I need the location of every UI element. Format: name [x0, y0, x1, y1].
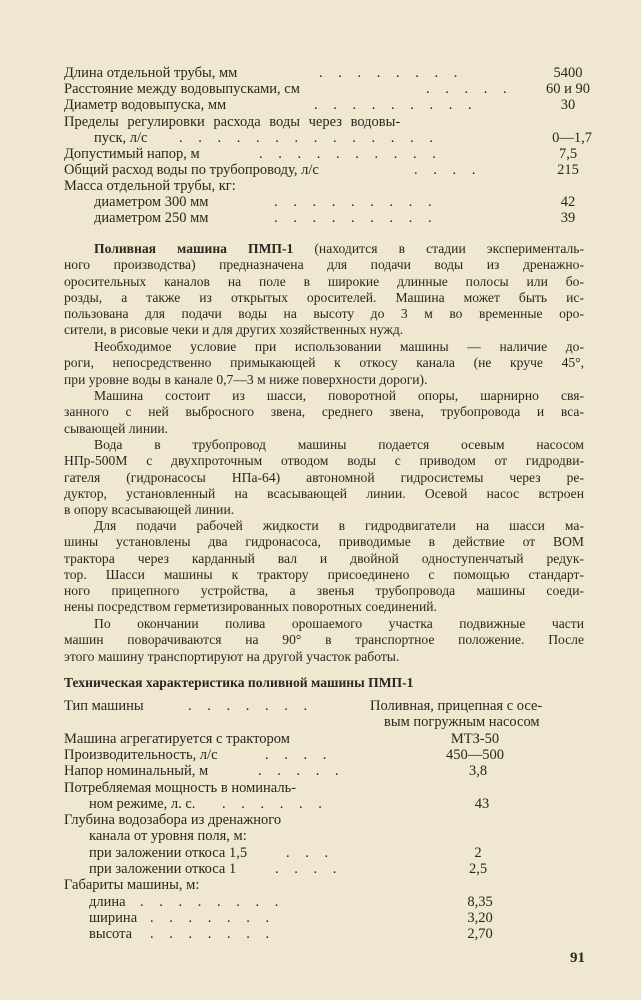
spec-label: Потребляемая мощность в номиналь- — [64, 780, 297, 796]
text-line: этого машину транспортируют на другой участок работы. — [64, 648, 400, 664]
section-title: Техническая характеристика поливной машины ПМП-1 — [64, 675, 414, 690]
spec-value: 8,35 — [467, 894, 493, 910]
spec-value: 3,20 — [467, 910, 493, 926]
spec-value: 3,8 — [468, 763, 488, 779]
text-line: сывающей линии. — [64, 420, 169, 436]
text-line: НПр-500М с двухпроточным отводом воды с приводом от гидродви- — [64, 453, 584, 469]
text-line: По окончании полива орошаемого участка подвижные части — [94, 616, 584, 631]
text-line: Для подачи рабочей жидкости в гидродвигатели на шасси ма- — [94, 518, 584, 533]
spec-label: при заложении откоса 1,5 — [89, 845, 248, 861]
spec-value: 215 — [557, 162, 579, 178]
spec-label: при заложении откоса 1 — [89, 861, 237, 877]
spec-label: диаметром 250 мм — [94, 210, 209, 226]
leader-dots: . . . . . — [426, 81, 513, 97]
spec-value: Поливная, прицепная с осе- — [370, 698, 543, 714]
text-line: Вода в трубопровод машины подается осевым насосом — [94, 437, 584, 452]
spec-value: 60 и 90 — [545, 81, 590, 97]
text-line: Машина состоит из шасси, поворотной опоры, шарнирно свя- — [94, 388, 584, 403]
spec-value: вым погружным насосом — [384, 714, 540, 730]
leader-dots: . . . . — [414, 162, 482, 178]
text-line: гателя (гидронасосы НПа-64) автономной гидросистемы через ре- — [64, 469, 584, 485]
spec-label: ширина — [89, 910, 138, 926]
spec-label: пуск, л/с — [94, 130, 148, 146]
spec-label: Пределы регулировки расхода воды через водовы- — [64, 114, 401, 130]
paragraph-intro — [64, 241, 584, 339]
spec-label: ном режиме, л. с. — [89, 796, 196, 812]
spec-value: 2 — [474, 845, 482, 861]
leader-dots: . . . . . . . . . . . . . . — [179, 130, 439, 146]
leader-dots: . . . . . . . . — [319, 65, 464, 81]
text-line: нены посредством герметизированных поворотных соединений. — [64, 599, 437, 615]
text-line: пользована для подачи воды на высоту до 3 м во временные оро- — [64, 306, 584, 322]
spec-label: Машина агрегатируется с трактором — [64, 731, 290, 747]
text-line — [64, 241, 584, 257]
spec-label: Длина отдельной трубы, мм — [64, 65, 238, 81]
machine-name: Поливная машина ПМП-1 — [94, 241, 294, 256]
spec-value: МТЗ-50 — [450, 731, 500, 747]
leader-dots: . . . . . . . — [188, 698, 314, 714]
spec-value: 450—500 — [446, 747, 504, 763]
spec-label: Допустимый напор, м — [64, 146, 200, 162]
spec-label: Диаметр водовыпуска, мм — [64, 97, 227, 113]
text-line: ного прицепного устройства, а звенья трубопровода машины соеди- — [64, 583, 584, 599]
paragraph-structure — [64, 388, 584, 437]
spec-label: Габариты машины, м: — [64, 877, 200, 893]
spec-label: Напор номинальный, м — [64, 763, 209, 779]
spec-value: 30 — [560, 97, 576, 113]
spec-label: канала от уровня поля, м: — [89, 828, 247, 844]
spec-label: высота — [89, 926, 133, 942]
leader-dots: . . . . . . . . . . — [259, 146, 442, 162]
text-line: при уровне воды в канале 0,7—3 м ниже поверхности дороги). — [64, 371, 428, 387]
leader-dots: . . . . . . . . — [140, 894, 285, 910]
leader-dots: . . . . . . . . . — [274, 194, 438, 210]
spec-label: Масса отдельной трубы, кг: — [64, 178, 236, 194]
leader-dots: . . . — [286, 845, 335, 861]
leader-dots: . . . . . . . — [150, 910, 276, 926]
spec-row — [64, 96, 584, 114]
spec-label: Производительность, л/с — [64, 747, 218, 763]
leader-dots: . . . . . . — [222, 796, 328, 812]
text-line: шины установлены два гидронасоса, приводимые в действие от ВОМ — [64, 534, 584, 550]
spec-row — [64, 209, 584, 227]
paragraph-road-condition — [64, 339, 584, 388]
paragraph-transport — [64, 616, 584, 665]
text-line: розды, а также из открытых оросителей. Машина может быть ис- — [64, 289, 584, 305]
text-line: оросительных каналов на поле в широкие длинные полосы или бо- — [64, 273, 584, 289]
spec-label: Тип машины — [64, 698, 144, 714]
spec-value: 43 — [474, 796, 490, 812]
text-line: ного производства) предназначена для подачи воды из дренажно- — [64, 257, 584, 273]
paragraph-pump — [64, 437, 584, 518]
spec-value: 42 — [560, 194, 576, 210]
text-line: машин поворачиваются на 90° в транспортное положение. После — [64, 632, 584, 648]
spec-value: 5400 — [553, 65, 583, 81]
page-number: 91 — [570, 950, 585, 966]
text-line: дуктор, установленный на всасывающей линии. Осевой насос встроен — [64, 485, 584, 501]
leader-dots: . . . . — [265, 747, 333, 763]
text-line: тор. Шасси машины к трактору присоединено с помощью стандарт- — [64, 566, 584, 582]
spec-value: 2,70 — [467, 926, 493, 942]
spec-label: диаметром 300 мм — [94, 194, 209, 210]
spec-value: 0—1,7 — [552, 130, 592, 146]
leader-dots: . . . . . — [258, 763, 345, 779]
text-line: сители, в рисовые чеки и для других хозяйственных нужд. — [64, 322, 404, 338]
paragraph-hydraulics — [64, 518, 584, 616]
leader-dots: . . . . . . . — [150, 926, 276, 942]
text-line: занного с ней выбросного звена, среднего звена, трубопровода и вса- — [64, 404, 584, 420]
spec-label: Глубина водозабора из дренажного — [64, 812, 282, 828]
text-line: Необходимое условие при использовании машины — наличие до- — [94, 339, 584, 354]
text-line: трактора через карданный вал и двойной одноступенчатый редук- — [64, 550, 584, 566]
text-line: роги, непосредственно примыкающей к откосу канала (не круче 45°, — [64, 355, 584, 371]
leader-dots: . . . . . . . . . — [274, 210, 438, 226]
spec-label: Общий расход воды по трубопроводу, л/с — [64, 162, 319, 178]
spec-label: длина — [89, 894, 126, 910]
text-line: в опору всасывающей линии. — [64, 502, 235, 518]
spec-value: 39 — [560, 210, 576, 226]
spec-value: 7,5 — [558, 146, 578, 162]
text-fragment: (находится в стадии эксперименталь- — [314, 241, 584, 256]
leader-dots: . . . . — [275, 861, 343, 877]
spec-label: Расстояние между водовыпусками, см — [64, 81, 300, 97]
leader-dots: . . . . . . . . . — [314, 97, 478, 113]
spec-value: 2,5 — [468, 861, 488, 877]
